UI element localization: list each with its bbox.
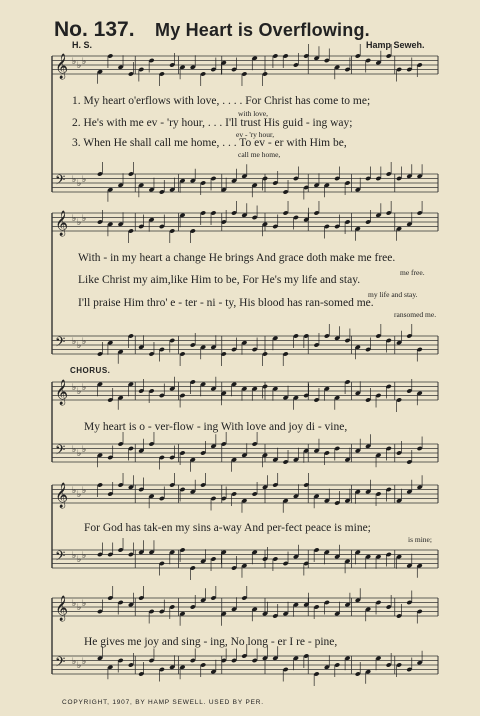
- verse-line-3: 3. When He shall call me home, . . . To ev - er with Him be,: [72, 137, 347, 149]
- treble-clef-icon: 𝄞: [55, 596, 69, 621]
- flat-icon: ♭: [77, 178, 82, 188]
- flat-icon: ♭: [72, 174, 77, 184]
- flat-icon: ♭: [72, 213, 77, 223]
- refrain-echo-2: my life and stay.: [368, 290, 418, 299]
- treble-clef-icon: 𝄞: [55, 380, 69, 405]
- flat-icon: ♭: [77, 340, 82, 350]
- verse-echo-3: call me home,: [238, 150, 281, 159]
- bass-clef-icon: 𝄢: [55, 548, 66, 567]
- flat-icon: ♭: [82, 656, 87, 666]
- copyright-notice: COPYRIGHT, 1907, BY HAMP SEWELL. USED BY PER.: [62, 699, 264, 706]
- chorus-label: CHORUS.: [70, 366, 111, 375]
- bass-clef-icon: 𝄢: [55, 172, 66, 191]
- flat-icon: ♭: [77, 602, 82, 612]
- bass-clef-icon: 𝄢: [55, 334, 66, 353]
- chorus-line-2: For God has tak-en my sins a-way And per-fect peace is mine;: [84, 522, 371, 534]
- composer-credit: Hamp Seweh.: [366, 40, 425, 50]
- bass-clef-icon: 𝄢: [55, 442, 66, 461]
- flat-icon: ♭: [72, 598, 77, 608]
- flat-icon: ♭: [82, 444, 87, 454]
- treble-clef-icon: 𝄞: [55, 483, 69, 508]
- flat-icon: ♭: [77, 660, 82, 670]
- treble-clef-icon: 𝄞: [55, 54, 69, 79]
- refrain-line-2: Like Christ my aim,like Him to be, For He's my life and stay.: [78, 274, 361, 286]
- refrain-line-1: With - in my heart a change He brings And grace doth make me free.: [78, 252, 396, 264]
- refrain-echo-1: me free.: [400, 268, 425, 277]
- flat-icon: ♭: [82, 336, 87, 346]
- refrain-echo-3: ransomed me.: [394, 310, 437, 319]
- flat-icon: ♭: [82, 598, 87, 608]
- verse-echo-2: ev - 'ry hour,: [236, 130, 275, 139]
- flat-icon: ♭: [77, 386, 82, 396]
- hymn-title: My Heart is Overflowing.: [155, 20, 370, 40]
- flat-icon: ♭: [82, 550, 87, 560]
- flat-icon: ♭: [77, 554, 82, 564]
- bass-clef-icon: 𝄢: [55, 654, 66, 673]
- hymn-number: No. 137.: [54, 18, 135, 41]
- flat-icon: ♭: [82, 485, 87, 495]
- chorus-line-1: My heart is o - ver-flow - ing With love and joy di - vine,: [84, 421, 348, 433]
- flat-icon: ♭: [77, 217, 82, 227]
- flat-icon: ♭: [72, 550, 77, 560]
- treble-clef-icon: 𝄞: [55, 211, 69, 236]
- flat-icon: ♭: [77, 60, 82, 70]
- flat-icon: ♭: [82, 382, 87, 392]
- verse-echo-1: with love,: [238, 109, 268, 118]
- flat-icon: ♭: [72, 656, 77, 666]
- verse-line-1: 1. My heart o'erflows with love, . . . . For Christ has come to me;: [72, 95, 371, 107]
- flat-icon: ♭: [82, 56, 87, 66]
- flat-icon: ♭: [72, 485, 77, 495]
- flat-icon: ♭: [77, 489, 82, 499]
- chorus-echo: is mine;: [408, 535, 432, 544]
- flat-icon: ♭: [77, 448, 82, 458]
- flat-icon: ♭: [72, 336, 77, 346]
- flat-icon: ♭: [72, 444, 77, 454]
- flat-icon: ♭: [72, 382, 77, 392]
- refrain-line-3: I'll praise Him thro' e - ter - ni - ty, His blood has ran-somed me.: [78, 297, 374, 309]
- flat-icon: ♭: [72, 56, 77, 66]
- flat-icon: ♭: [82, 174, 87, 184]
- verse-line-2: 2. He's with me ev - 'ry hour, . . . I'll trust His guid - ing way;: [72, 117, 353, 129]
- flat-icon: ♭: [82, 213, 87, 223]
- lyricist-credit: H. S.: [72, 40, 93, 50]
- chorus-line-3: He gives me joy and sing - ing, No long - er I re - pine,: [84, 636, 338, 648]
